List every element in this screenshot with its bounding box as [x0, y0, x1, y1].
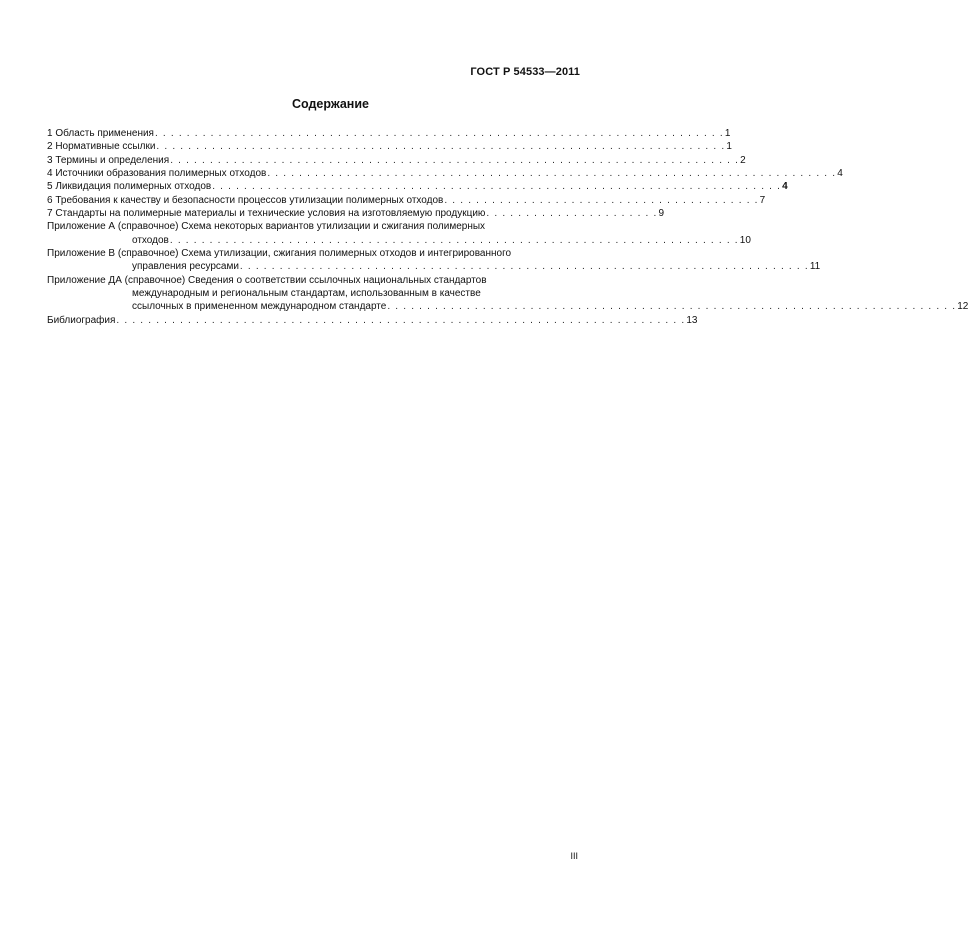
toc-entry-text: 3 Термины и определения	[47, 154, 170, 166]
toc-entry-page: 2	[740, 154, 746, 166]
toc-entry-text: 4 Источники образования полимерных отходов	[47, 168, 267, 180]
document-code: ГОСТ Р 54533—2011	[470, 66, 580, 78]
toc-entry-normative-references[interactable]: 2 Нормативные ссылки . . . . . . . . . . . . . . . . . . . . . . . . . . . . . . . . . . . . . . . . . . . . . . . . . . . . . . . . . . . . . . . . . . . . . . . . 1	[47, 141, 732, 153]
toc-entry-appendix-da[interactable]: Приложение ДА (справочное) Сведения о соответствии ссылочных национальных стандартов международным и региональным стандартам, использованным в качестве ссылочных в примененном международном стандарте . . . . . . . . . . . . . . . . . . . . . . . . . . . . . . . . . . . . . . . . . . . . . . . . . . . . . . . . . . . . . . . . . . . . . . . . 12	[47, 274, 968, 313]
toc-entry-page: 7	[759, 194, 766, 206]
toc-entry-page: 1	[726, 141, 732, 153]
page-number: III	[570, 851, 578, 861]
toc-entry-appendix-a[interactable]: Приложение А (справочное) Схема некоторых вариантов утилизации и сжигания полимерных отходов . . . . . . . . . . . . . . . . . . . . . . . . . . . . . . . . . . . . . . . . . . . . . . . . . . . . . . . . . . . . . . . . . . . . . . . . 10	[47, 221, 751, 246]
toc-entry-text: Приложение В (справочное) Схема утилизации, сжигания полимерных отходов и интегрированного	[47, 248, 512, 260]
toc-entry-scope[interactable]: 1 Область применения . . . . . . . . . . . . . . . . . . . . . . . . . . . . . . . . . . . . . . . . . . . . . . . . . . . . . . . . . . . . . . . . . . . . . . . . 1	[47, 128, 731, 139]
toc-entry-terms[interactable]: 3 Термины и определения . . . . . . . . . . . . . . . . . . . . . . . . . . . . . . . . . . . . . . . . . . . . . . . . . . . . . . . . . . . . . . . . . . . . . . . . 2	[47, 154, 746, 166]
toc-entry-page: 10	[739, 234, 751, 246]
toc-entry-page: 4	[782, 181, 788, 193]
toc-entry-text: Приложение А (справочное) Схема некоторых вариантов утилизации и сжигания полимерных	[47, 221, 486, 233]
toc-entry-page: 9	[658, 208, 665, 220]
toc-entry-text-continued: ссылочных в примененном международном стандарте	[132, 301, 387, 313]
toc-entry-text: 7 Стандарты на полимерные материалы и технические условия на изготовляемую продукцию	[47, 208, 486, 220]
toc-entry-appendix-b[interactable]: Приложение В (справочное) Схема утилизации, сжигания полимерных отходов и интегрированного управления ресурсами . . . . . . . . . . . . . . . . . . . . . . . . . . . . . . . . . . . . . . . . . . . . . . . . . . . . . . . . . . . . . . . . . . . . . . . . 11	[47, 248, 821, 273]
toc-entry-page: 1	[724, 128, 731, 139]
toc-entry-quality-requirements[interactable]: 6 Требования к качеству и безопасности процессов утилизации полимерных отходов . . . . . . . . . . . . . . . . . . . . . . . . . . . . . . . . . . . . . . . . 7	[47, 194, 766, 206]
toc-entry-text-continued: управления ресурсами	[132, 261, 239, 273]
toc-title: Содержание	[291, 97, 369, 111]
toc-entry-waste-sources[interactable]: 4 Источники образования полимерных отходов . . . . . . . . . . . . . . . . . . . . . . . . . . . . . . . . . . . . . . . . . . . . . . . . . . . . . . . . . . . . . . . . . . . . . . . . 4	[47, 168, 843, 180]
toc-entry-text: Приложение ДА (справочное) Сведения о соответствии ссылочных национальных стандартов	[47, 274, 487, 286]
toc-entry-text: 1 Область применения	[47, 128, 154, 139]
toc-entry-text: Библиография	[47, 314, 116, 326]
toc-entry-page: 12	[957, 301, 968, 313]
table-of-contents	[47, 127, 968, 327]
toc-entry-text: 6 Требования к качеству и безопасности процессов утилизации полимерных отходов	[47, 194, 444, 206]
toc-entry-page: 13	[686, 314, 698, 326]
toc-entry-page: 11	[809, 261, 821, 273]
toc-entry-waste-disposal[interactable]: 5 Ликвидация полимерных отходов . . . . . . . . . . . . . . . . . . . . . . . . . . . . . . . . . . . . . . . . . . . . . . . . . . . . . . . . . . . . . . . . . . . . . . . . 4	[47, 181, 788, 193]
toc-entry-text: 5 Ликвидация полимерных отходов	[47, 181, 212, 193]
toc-entry-text-continued: международным и региональным стандартам, использованным в качестве	[132, 288, 481, 300]
toc-entry-text-continued: отходов	[132, 234, 169, 246]
toc-entry-page: 4	[837, 168, 843, 180]
toc-entry-text: 2 Нормативные ссылки	[47, 141, 156, 153]
toc-entry-standards[interactable]: 7 Стандарты на полимерные материалы и технические условия на изготовляемую продукцию . . . . . . . . . . . . . . . . . . . . . . 9	[47, 208, 665, 220]
toc-entry-bibliography[interactable]: Библиография . . . . . . . . . . . . . . . . . . . . . . . . . . . . . . . . . . . . . . . . . . . . . . . . . . . . . . . . . . . . . . . . . . . . . . . . 13	[47, 314, 698, 326]
